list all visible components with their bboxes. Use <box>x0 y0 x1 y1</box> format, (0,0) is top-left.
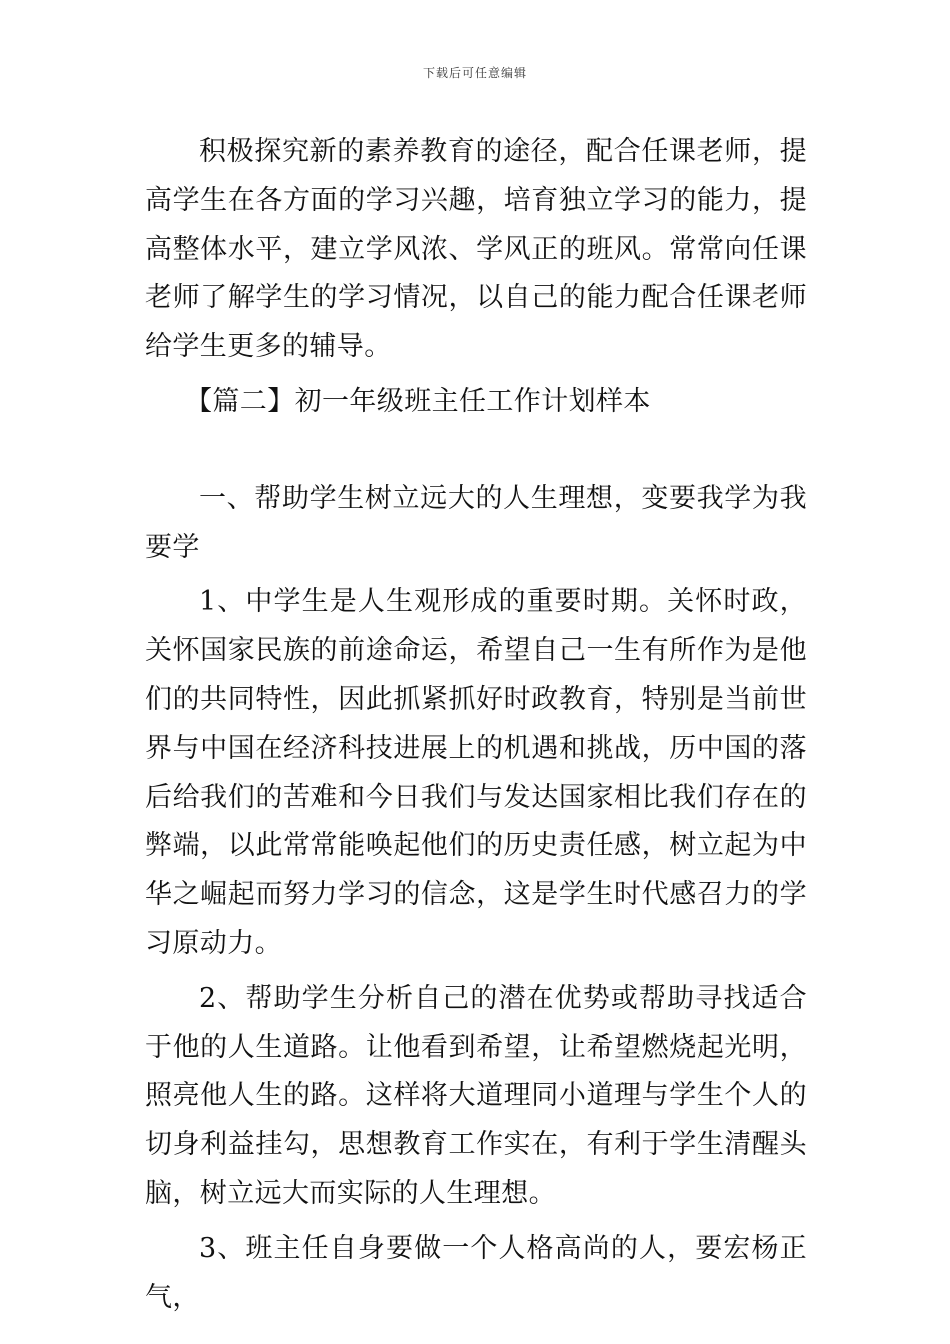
item-3-paragraph: 3、班主任自身要做一个人格高尚的人，要宏杨正气， <box>145 1232 807 1313</box>
item-1-paragraph: 1、中学生是人生观形成的重要时期。关怀时政，关怀国家民族的前途命运，希望自己一生有所作为是他们的共同特性，因此抓紧抓好时政教育，特别是当前世界与中国在经济科技进展上的机遇和挑战，历中国的落后给我们的苦难和今日我们与发达国家相比我们存在的弊端，以此常常能唤起他们的历史责任感，树立起为中华之崛起而努力学习的信念，这是学生时代感召力的学习原动力。 <box>145 586 807 959</box>
section-title: 【篇二】初一年级班主任工作计划样本 <box>185 385 651 417</box>
intro-paragraph: 积极探究新的素养教育的途径，配合任课老师，提高学生在各方面的学习兴趣，培育独立学习的能力，提高整体水平，建立学风浓、学风正的班风。常常向任课老师了解学生的学习情况，以自己的能力配合任课老师给学生更多的辅导。 <box>145 136 807 363</box>
page-header-note: 下载后可任意编辑 <box>422 66 527 80</box>
heading-one-paragraph: 一、帮助学生树立远大的人生理想，变要我学为我要学 <box>145 482 807 563</box>
item-2-paragraph: 2、帮助学生分析自己的潜在优势或帮助寻找适合于他的人生道路。让他看到希望，让希望燃烧起光明，照亮他人生的路。这样将大道理同小道理与学生个人的切身利益挂勾，思想教育工作实在，有利于学生清醒头脑，树立远大而实际的人生理想。 <box>145 982 807 1209</box>
document-body <box>145 128 807 1322</box>
